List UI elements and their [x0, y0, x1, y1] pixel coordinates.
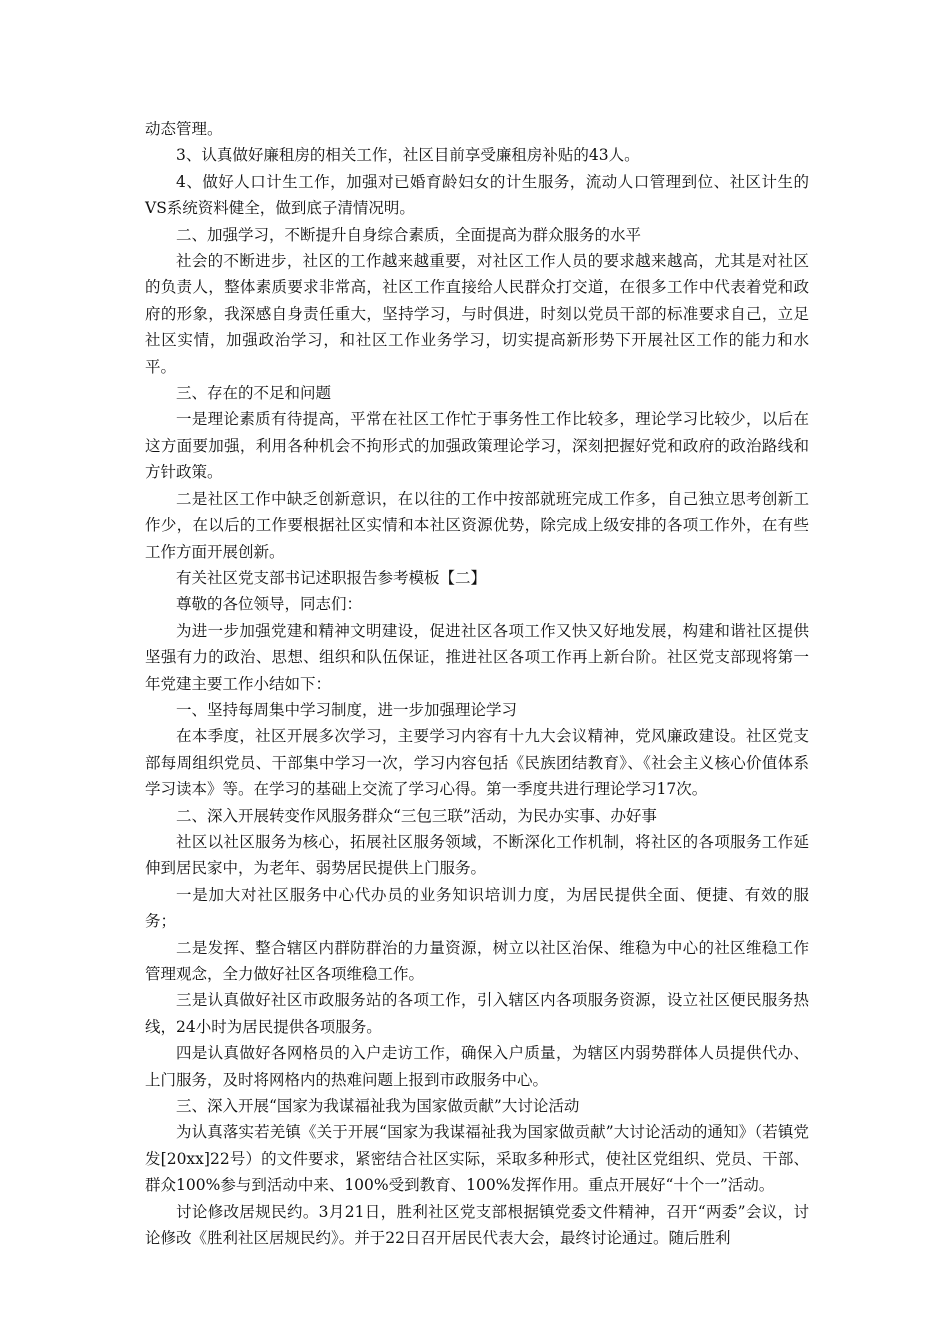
paragraph: 二是发挥、整合辖区内群防群治的力量资源，树立以社区治保、维稳为中心的社区维稳工作管理观念，全力做好社区各项维稳工作。: [145, 938, 809, 983]
salutation: 尊敬的各位领导，同志们：: [176, 595, 363, 614]
section-heading: 三、存在的不足和问题: [176, 384, 332, 403]
paragraph: 四是认真做好各网格员的入户走访工作，确保入户质量，为辖区内弱势群体人员提供代办、上门服务，及时将网格内的热难问题上报到市政服务中心。: [145, 1044, 809, 1089]
paragraph: 4、做好人口计生工作，加强对已婚育龄妇女的计生服务，流动人口管理到位、社区计生的VS系统资料健全，做到底子清情况明。: [145, 172, 809, 218]
paragraph: 动态管理。: [145, 120, 223, 138]
paragraph: 社会的不断进步，社区的工作越来越重要，对社区工作人员的要求越来越高，尤其是对社区的负责人，整体素质要求非常高，社区工作直接给人民群众打交道，在很多工作中代表着党和政府的形象，我深感自身责任重大，坚持学习，与时俱进，时刻以党员干部的标准要求自己，立足社区实情，加强政治学习，和社区工作业务学习，切实提高新形势下开展社区工作的能力和水平。: [145, 252, 809, 376]
paragraph: 讨论修改居规民约。3月21日，胜利社区党支部根据镇党委文件精神，召开“两委”会议，讨论修改《胜利社区居规民约》。并于22日召开居民代表大会，最终讨论通过。随后胜利: [145, 1202, 809, 1248]
paragraph: 社区以社区服务为核心，拓展社区服务领域，不断深化工作机制，将社区的各项服务工作延伸到居民家中，为老年、弱势居民提供上门服务。: [145, 832, 809, 878]
paragraph: 3、认真做好廉租房的相关工作，社区目前享受廉租房补贴的43人。: [176, 146, 640, 165]
document-title: 有关社区党支部书记述职报告参考模板【二】: [176, 568, 487, 587]
paragraph: 在本季度，社区开展多次学习，主要学习内容有十九大会议精神，党风廉政建设。社区党支部每周组织党员、干部集中学习一次，学习内容包括《民族团结教育》、《社会主义核心价值体系学习读本》等。在学习的基础上交流了学习心得。第一季度共进行理论学习17次。: [145, 727, 809, 799]
paragraph: 一是加大对社区服务中心代办员的业务知识培训力度，为居民提供全面、便捷、有效的服务；: [145, 885, 809, 931]
paragraph: 为进一步加强党建和精神文明建设，促进社区各项工作又快又好地发展，构建和谐社区提供坚强有力的政治、思想、组织和队伍保证，推进社区各项工作再上新台阶。社区党支部现将第一年党建主要工作小结如下：: [145, 621, 809, 693]
section-heading: 三、深入开展“国家为我谋福祉我为国家做贡献”大讨论活动: [176, 1097, 580, 1116]
section-heading: 一、坚持每周集中学习制度，进一步加强理论学习: [176, 700, 518, 719]
section-heading: 二、加强学习，不断提升自身综合素质，全面提高为群众服务的水平: [176, 225, 642, 244]
paragraph: 一是理论素质有待提高，平常在社区工作忙于事务性工作比较多，理论学习比较少，以后在这方面要加强，利用各种机会不拘形式的加强政策理论学习，深刻把握好党和政府的政治路线和方针政策。: [145, 410, 809, 482]
paragraph: 三是认真做好社区市政服务站的各项工作，引入辖区内各项服务资源，设立社区便民服务热线，24小时为居民提供各项服务。: [145, 991, 809, 1036]
section-heading: 二、深入开展转变作风服务群众“三包三联”活动，为民办实事、办好事: [176, 806, 657, 825]
document-page: [145, 116, 809, 1251]
paragraph: 二是社区工作中缺乏创新意识，在以往的工作中按部就班完成工作多，自己独立思考创新工作少，在以后的工作要根据社区实情和本社区资源优势，除完成上级安排的各项工作外，在有些工作方面开展创新。: [145, 489, 809, 561]
paragraph: 为认真落实若羌镇《关于开展“国家为我谋福祉我为国家做贡献”大讨论活动的通知》（若镇党发[20xx]22号）的文件要求，紧密结合社区实际，采取多种形式，使社区党组织、党员、干部、群众100%参与到活动中来、100%受到教育、100%发挥作用。重点开展好“十个一”活动。: [145, 1123, 809, 1195]
